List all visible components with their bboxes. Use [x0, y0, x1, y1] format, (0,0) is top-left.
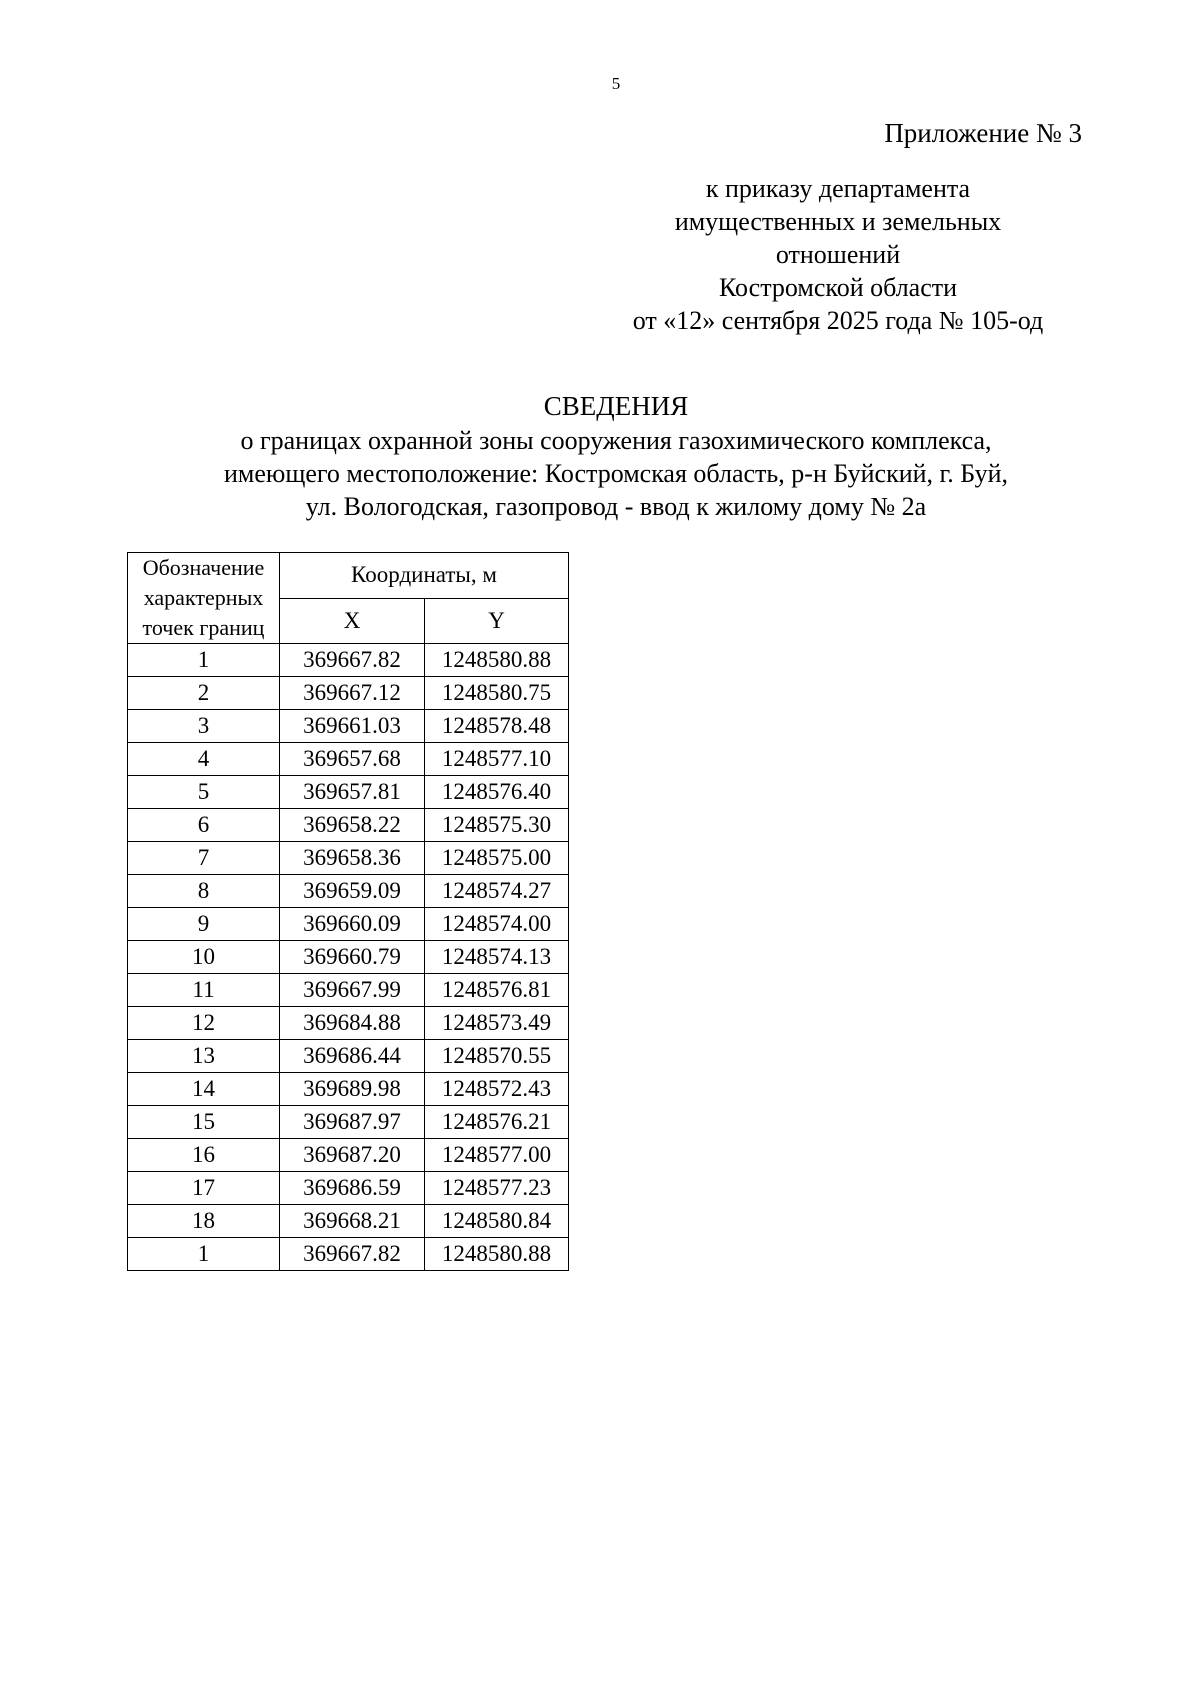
x-coordinate-cell: 369684.88 [280, 1007, 425, 1040]
x-coordinate-cell: 369660.79 [280, 941, 425, 974]
y-coordinate-cell: 1248570.55 [425, 1040, 569, 1073]
subtitle-line: о границах охранной зоны сооружения газохимического комплекса, [240, 426, 992, 455]
point-cell: 3 [128, 710, 280, 743]
order-line: имущественных и земельных [674, 207, 1002, 236]
header-y: Y [425, 598, 569, 644]
y-coordinate-cell: 1248574.27 [425, 875, 569, 908]
y-coordinate-cell: 1248573.49 [425, 1007, 569, 1040]
x-coordinate-cell: 369687.97 [280, 1106, 425, 1139]
subtitle-line: имеющего местоположение: Костромская область, р-н Буйский, г. Буй, [224, 459, 1008, 488]
y-coordinate-cell: 1248577.00 [425, 1139, 569, 1172]
appendix-label: Приложение № 3 [884, 118, 1082, 148]
x-coordinate-cell: 369686.59 [280, 1172, 425, 1205]
table-row [128, 908, 569, 941]
table-row [128, 1040, 569, 1073]
x-coordinate-cell: 369657.68 [280, 743, 425, 776]
point-cell: 17 [128, 1172, 280, 1205]
point-cell: 6 [128, 809, 280, 842]
x-coordinate-cell: 369667.99 [280, 974, 425, 1007]
point-cell: 18 [128, 1205, 280, 1238]
point-cell: 14 [128, 1073, 280, 1106]
point-cell: 11 [128, 974, 280, 1007]
x-coordinate-cell: 369686.44 [280, 1040, 425, 1073]
table-row [128, 644, 569, 677]
table-row [128, 710, 569, 743]
point-cell: 15 [128, 1106, 280, 1139]
x-coordinate-cell: 369689.98 [280, 1073, 425, 1106]
x-coordinate-cell: 369667.82 [280, 644, 425, 677]
header-point-line: характерных [143, 585, 264, 610]
document-subtitle [0, 424, 1200, 523]
header-coordinates: Координаты, м [280, 553, 569, 599]
table-row [128, 941, 569, 974]
y-coordinate-cell: 1248572.43 [425, 1073, 569, 1106]
y-coordinate-cell: 1248577.23 [425, 1172, 569, 1205]
x-coordinate-cell: 369667.12 [280, 677, 425, 710]
table-row [128, 974, 569, 1007]
x-coordinate-cell: 369661.03 [280, 710, 425, 743]
x-coordinate-cell: 369687.20 [280, 1139, 425, 1172]
x-coordinate-cell: 369660.09 [280, 908, 425, 941]
table-row [128, 1172, 569, 1205]
y-coordinate-cell: 1248576.21 [425, 1106, 569, 1139]
y-coordinate-cell: 1248576.81 [425, 974, 569, 1007]
table-row [128, 809, 569, 842]
header-x: X [280, 598, 425, 644]
table-row [128, 1073, 569, 1106]
table-row [128, 1238, 569, 1271]
page-number: 5 [611, 74, 621, 93]
point-cell: 4 [128, 743, 280, 776]
y-coordinate-cell: 1248574.13 [425, 941, 569, 974]
header-point-line: точек границ [142, 615, 265, 640]
y-coordinate-cell: 1248576.40 [425, 776, 569, 809]
point-cell: 9 [128, 908, 280, 941]
table-row [128, 743, 569, 776]
point-cell: 12 [128, 1007, 280, 1040]
y-coordinate-cell: 1248574.00 [425, 908, 569, 941]
x-coordinate-cell: 369659.09 [280, 875, 425, 908]
point-cell: 8 [128, 875, 280, 908]
table-row [128, 677, 569, 710]
table-row [128, 1106, 569, 1139]
point-cell: 2 [128, 677, 280, 710]
x-coordinate-cell: 369658.22 [280, 809, 425, 842]
header-point-line: Обозначение [142, 555, 265, 580]
order-line: к приказу департамента [705, 174, 971, 203]
document-title: СВЕДЕНИЯ [543, 391, 689, 421]
point-cell: 7 [128, 842, 280, 875]
y-coordinate-cell: 1248575.00 [425, 842, 569, 875]
x-coordinate-cell: 369668.21 [280, 1205, 425, 1238]
point-cell: 1 [128, 1238, 280, 1271]
x-coordinate-cell: 369667.82 [280, 1238, 425, 1271]
point-cell: 10 [128, 941, 280, 974]
order-line: Костромской области [718, 273, 958, 302]
x-coordinate-cell: 369658.36 [280, 842, 425, 875]
y-coordinate-cell: 1248577.10 [425, 743, 569, 776]
subtitle-line: ул. Вологодская, газопровод - ввод к жилому дому № 2а [305, 492, 927, 521]
table-row [128, 1205, 569, 1238]
order-reference [600, 172, 1076, 337]
y-coordinate-cell: 1248578.48 [425, 710, 569, 743]
point-cell: 1 [128, 644, 280, 677]
table-row [128, 1139, 569, 1172]
y-coordinate-cell: 1248580.88 [425, 644, 569, 677]
table-row [128, 875, 569, 908]
point-cell: 5 [128, 776, 280, 809]
table-row [128, 1007, 569, 1040]
coordinates-table-body [128, 644, 569, 1271]
order-line: от «12» сентября 2025 года № 105-од [632, 306, 1044, 335]
y-coordinate-cell: 1248580.84 [425, 1205, 569, 1238]
x-coordinate-cell: 369657.81 [280, 776, 425, 809]
y-coordinate-cell: 1248580.88 [425, 1238, 569, 1271]
y-coordinate-cell: 1248575.30 [425, 809, 569, 842]
order-line: отношений [775, 240, 901, 269]
table-row [128, 776, 569, 809]
coordinates-table [127, 552, 569, 1271]
point-cell: 16 [128, 1139, 280, 1172]
table-row [128, 842, 569, 875]
y-coordinate-cell: 1248580.75 [425, 677, 569, 710]
point-cell: 13 [128, 1040, 280, 1073]
header-point-designation [128, 553, 280, 644]
